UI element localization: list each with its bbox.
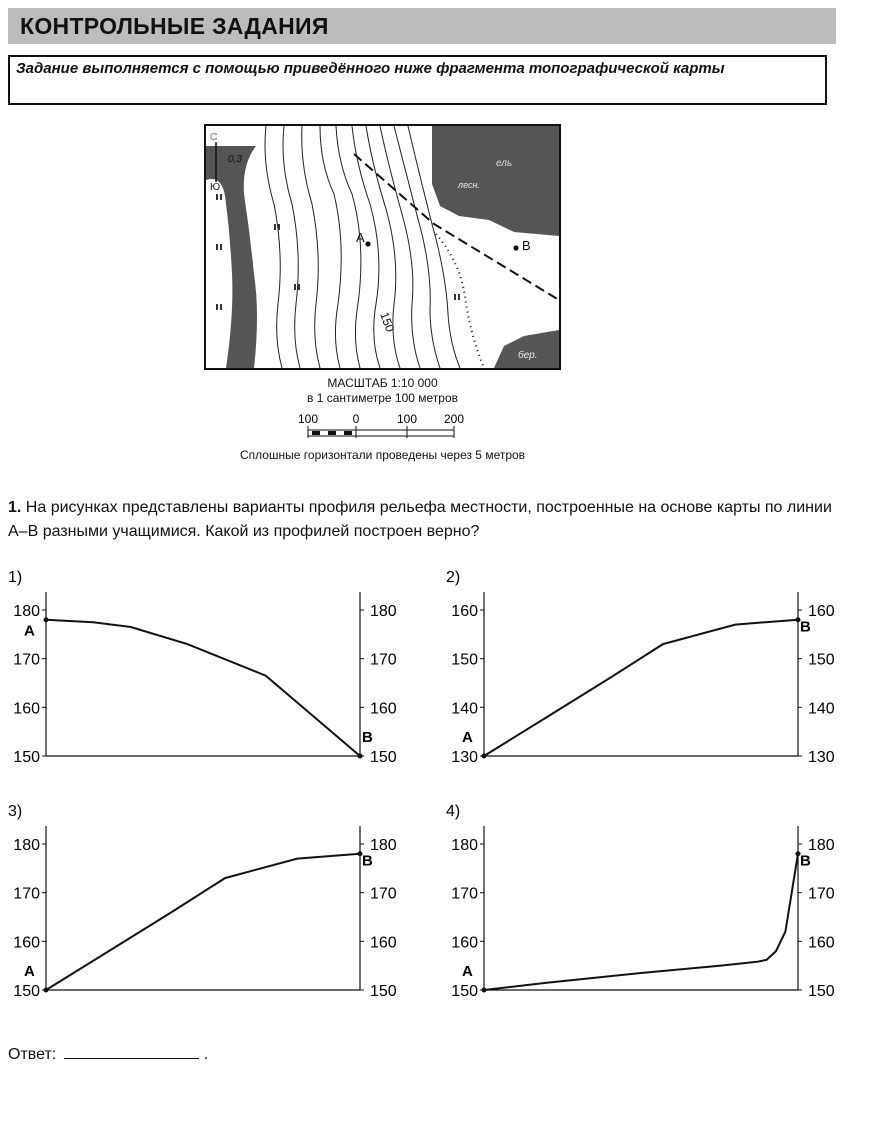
right-tick-label: 160 [808, 934, 835, 952]
left-tick-label: 150 [13, 749, 40, 766]
left-tick-label: 150 [451, 651, 478, 669]
right-tick-label: 150 [370, 749, 397, 766]
left-tick-label: 160 [13, 934, 40, 952]
fir-label: ель [496, 158, 513, 169]
right-tick-label: 180 [808, 837, 835, 854]
point-a-label: А [462, 729, 473, 746]
scale-bar [290, 408, 470, 448]
right-tick-label: 150 [808, 651, 835, 669]
answer-field[interactable] [64, 1044, 199, 1059]
profile-chart-4 [442, 798, 862, 1008]
profile-line [484, 620, 798, 756]
left-tick-label: 150 [451, 983, 478, 1000]
left-tick-label: 180 [451, 837, 478, 854]
chart-number: 4) [446, 803, 461, 820]
scale-tick-200: 200 [443, 412, 465, 426]
scale-caption [204, 376, 561, 406]
contour-label: 150 [377, 310, 398, 334]
point-a-dot [482, 988, 487, 993]
point-b-label: В [522, 238, 531, 253]
left-tick-label: 160 [451, 603, 478, 620]
left-tick-label: 170 [13, 651, 40, 669]
answer-label: Ответ: [8, 1046, 57, 1063]
scale-tick-100-left: 100 [297, 412, 319, 426]
scale-subtitle: в 1 сантиметре 100 метров [306, 391, 459, 405]
left-tick-label: 170 [451, 885, 478, 903]
compass-north: С [210, 132, 218, 143]
point-b-label: В [800, 618, 811, 636]
question-text: На рисунках представлены варианты профиля рельефа местности, построенные на основе карты по линии А–В разными учащимися. Какой из профилей построен верно? [8, 499, 832, 540]
profile-line [46, 854, 360, 990]
left-tick-label: 160 [13, 700, 40, 718]
forest-marker-label: лесн. [458, 180, 480, 190]
left-tick-label: 160 [451, 934, 478, 952]
point-a-dot [482, 754, 487, 759]
point-b-label: В [362, 729, 373, 746]
right-tick-label: 160 [370, 934, 397, 952]
profile-line [484, 854, 798, 990]
profile-chart-2 [442, 564, 862, 774]
point-b-label: В [800, 852, 811, 870]
right-tick-label: 170 [370, 651, 397, 669]
profile-chart-3 [4, 798, 414, 1008]
task-instruction: Задание выполняется с помощью приведённого ниже фрагмента топографической карты [8, 55, 827, 105]
right-tick-label: 150 [808, 983, 835, 1000]
chart-number: 3) [8, 803, 23, 820]
left-tick-label: 180 [13, 837, 40, 854]
birch-label: бер. [518, 350, 538, 361]
contour-note: Сплошные горизонтали проведены через 5 метров [239, 448, 526, 462]
point-b-label: В [362, 852, 373, 870]
point-b-dot [358, 754, 363, 759]
section-title: КОНТРОЛЬНЫЕ ЗАДАНИЯ [20, 13, 329, 39]
scale-tick-100: 100 [396, 412, 418, 426]
question-number: 1. [8, 499, 22, 516]
right-tick-label: 160 [370, 700, 397, 718]
scale-tick-0: 0 [352, 412, 360, 426]
right-tick-label: 160 [808, 603, 835, 620]
answer-row [8, 1044, 208, 1064]
profile-chart-1 [4, 564, 414, 774]
point-a-dot [44, 988, 49, 993]
left-tick-label: 170 [13, 885, 40, 903]
left-tick-label: 180 [13, 603, 40, 620]
section-header [8, 8, 836, 44]
left-tick-label: 140 [451, 700, 478, 718]
left-tick-label: 130 [451, 749, 478, 766]
point-b-marker [513, 245, 518, 250]
chart-number: 2) [446, 569, 461, 586]
right-tick-label: 140 [808, 700, 835, 718]
right-tick-label: 180 [370, 603, 397, 620]
point-a-dot [44, 617, 49, 622]
point-a-label: А [462, 963, 473, 980]
right-tick-label: 170 [808, 885, 835, 903]
answer-end: . [203, 1046, 209, 1063]
chart-number: 1) [8, 569, 23, 586]
compass-south: Ю [210, 182, 221, 193]
point-a-label: А [356, 230, 365, 245]
right-tick-label: 180 [370, 837, 397, 854]
right-tick-label: 150 [370, 983, 397, 1000]
topographic-map [204, 124, 561, 370]
profile-line [46, 620, 360, 756]
question-1 [8, 496, 838, 544]
right-tick-label: 130 [808, 749, 835, 766]
left-tick-label: 150 [13, 983, 40, 1000]
point-a-label: А [24, 622, 35, 640]
point-a-marker [365, 241, 370, 246]
depth-label: 0,3 [228, 154, 242, 165]
point-a-label: А [24, 963, 35, 980]
right-tick-label: 170 [370, 885, 397, 903]
scale-title: МАСШТАБ 1:10 000 [327, 376, 438, 390]
